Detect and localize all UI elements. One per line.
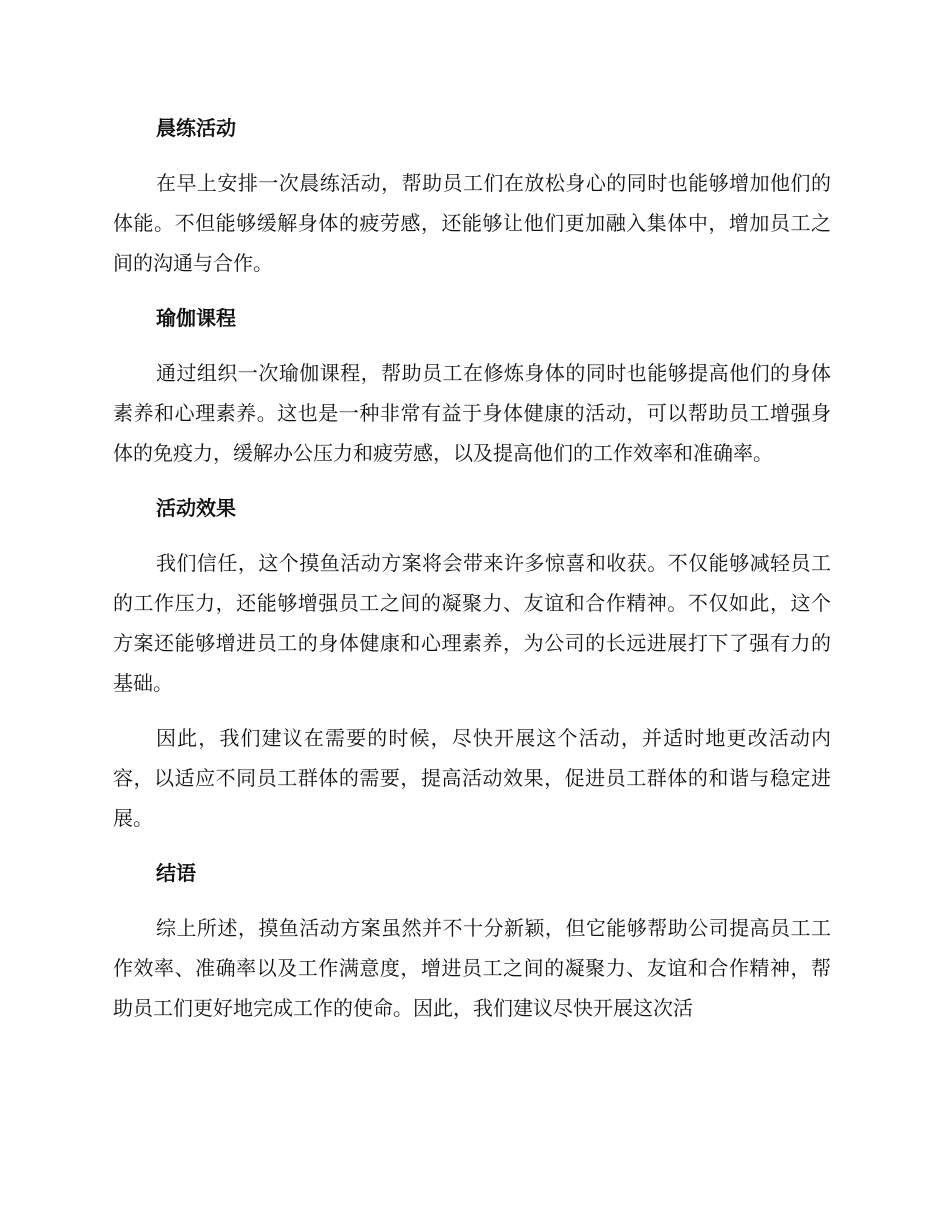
section-heading-conclusion: 结语	[156, 861, 196, 885]
paragraph-yoga-course: 通过组织一次瑜伽课程，帮助员工在修炼身体的同时也能够提高他们的身体素养和心理素养。这也是一种非常有益于身体健康的活动，可以帮助员工增强身体的免疫力，缓解办公压力和疲劳感，以及提高他们的工作效率和准确率。	[113, 361, 831, 465]
paragraph-activity-effect-1: 我们信任，这个摸鱼活动方案将会带来许多惊喜和收获。不仅能够减轻员工的工作压力，还能够增强员工之间的凝聚力、友谊和合作精神。不仅如此，这个方案还能够增进员工的身体健康和心理素养，为公司的长远进展打下了强有力的基础。	[113, 551, 831, 695]
document-page	[113, 108, 831, 1043]
section-heading-activity-effect: 活动效果	[156, 496, 236, 520]
section-heading-morning-exercise: 晨练活动	[156, 116, 236, 140]
section-heading-yoga-course: 瑜伽课程	[156, 306, 236, 330]
paragraph-activity-effect-2: 因此，我们建议在需要的时候，尽快开展这个活动，并适时地更改活动内容，以适应不同员工群体的需要，提高活动效果，促进员工群体的和谐与稳定进展。	[113, 726, 831, 830]
paragraph-morning-exercise: 在早上安排一次晨练活动，帮助员工们在放松身心的同时也能够增加他们的体能。不但能够缓解身体的疲劳感，还能够让他们更加融入集体中，增加员工之间的沟通与合作。	[113, 171, 831, 275]
paragraph-conclusion: 综上所述，摸鱼活动方案虽然并不十分新颖，但它能够帮助公司提高员工工作效率、准确率以及工作满意度，增进员工之间的凝聚力、友谊和合作精神，帮助员工们更好地完成工作的使命。因此，我们建议尽快开展这次活	[113, 916, 831, 1020]
